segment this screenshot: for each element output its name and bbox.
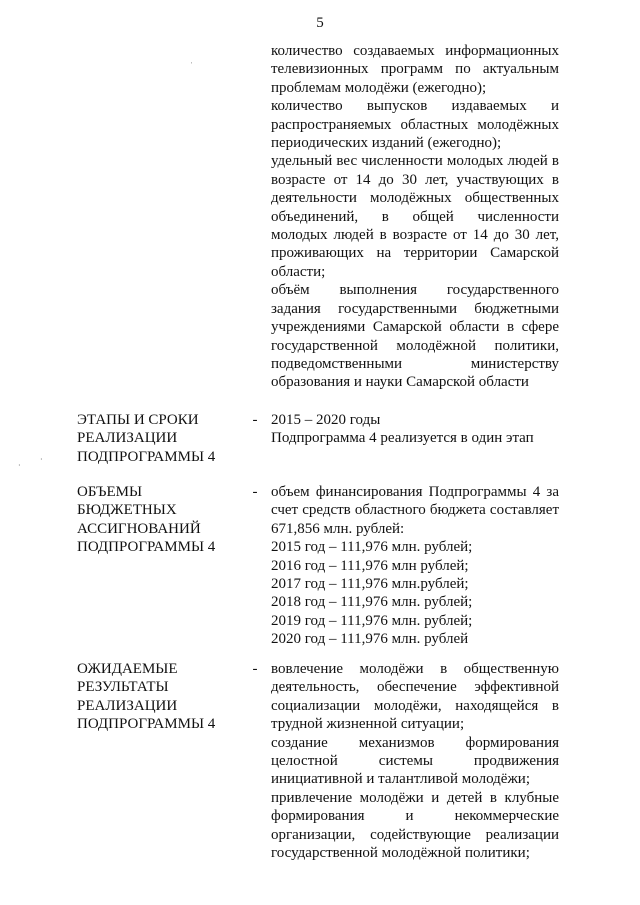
results-content: [271, 660, 559, 862]
budget-year-line: 2017 год – 111,976 млн.рублей;: [271, 576, 469, 593]
result-item: привлечение молодёжи и детей в клубные формирования и некоммерческие организации, содействующие реализации государственной молодёжной политики;: [271, 789, 559, 862]
label-line: АССИГНОВАНИЙ: [77, 520, 201, 537]
label-line: ЭТАПЫ И СРОКИ: [77, 412, 199, 428]
page-number: 5: [316, 15, 324, 31]
label-line: ПОДПРОГРАММЫ 4: [77, 716, 216, 733]
indicator-item: удельный вес численности молодых людей в возрасте от 14 до 30 лет, участвующих в деятельности молодёжных общественных объединений, в общей численности молодых людей в возрасте от 14 до 30 лет, проживающих на территории Самарской области;: [271, 153, 559, 280]
scan-speck: ·: [18, 461, 21, 470]
scan-speck: ˈ: [190, 61, 193, 70]
budget-year-line: 2020 год – 111,976 млн. рублей: [271, 631, 469, 648]
label-line: ОЖИДАЕМЫЕ: [77, 661, 178, 677]
budget-year-line: 2016 год – 111,976 млн рублей;: [271, 557, 469, 574]
indicators-block: [271, 42, 559, 392]
result-item: создание механизмов формирования целостной системы продвижения инициативной и талантливой молодёжи;: [271, 734, 559, 788]
budget-intro: объем финансирования Подпрограммы 4 за счет средств областного бюджета составляет 671,856 млн. рублей:: [271, 484, 559, 537]
budget-year-line: 2019 год – 111,976 млн. рублей;: [271, 612, 473, 629]
label-line: БЮДЖЕТНЫХ: [77, 502, 177, 519]
label-line: РЕЗУЛЬТАТЫ: [77, 679, 169, 696]
dash-separator: -: [252, 484, 258, 500]
stages-line: Подпрограмма 4 реализуется в один этап: [271, 430, 534, 447]
dash-separator: -: [252, 412, 258, 428]
budget-year-line: 2015 год – 111,976 млн. рублей;: [271, 539, 473, 556]
scan-speck: ·: [40, 455, 43, 464]
stages-content: [271, 411, 559, 448]
stages-line: 2015 – 2020 годы: [271, 412, 381, 428]
indicator-item: количество создаваемых информационных телевизионных программ по актуальным проблемам молодёжи (ежегодно);: [271, 43, 559, 96]
budget-content: [271, 483, 559, 649]
budget-label: [77, 483, 247, 557]
result-item: вовлечение молодёжи в общественную деятельность, обеспечение эффективной социализации молодёжи, находящейся в трудной жизненной ситуации;: [271, 661, 559, 733]
stages-label: [77, 411, 247, 466]
label-line: РЕАЛИЗАЦИИ: [77, 430, 178, 447]
label-line: РЕАЛИЗАЦИИ: [77, 697, 178, 714]
indicator-item: объём выполнения государственного задания государственными бюджетными учреждениями Самарской области в сфере государственной молодёжной политики, подведомственными министерству образования и науки Самарской области: [271, 282, 559, 391]
label-line: ПОДПРОГРАММЫ 4: [77, 539, 216, 556]
label-line: ПОДПРОГРАММЫ 4: [77, 448, 216, 465]
dash-separator: -: [252, 661, 258, 677]
results-label: [77, 660, 247, 734]
indicator-item: количество выпусков издаваемых и распространяемых областных молодёжных периодических изданий (ежегодно);: [271, 98, 559, 152]
budget-year-line: 2018 год – 111,976 млн. рублей;: [271, 594, 473, 611]
label-line: ОБЪЕМЫ: [77, 484, 143, 500]
